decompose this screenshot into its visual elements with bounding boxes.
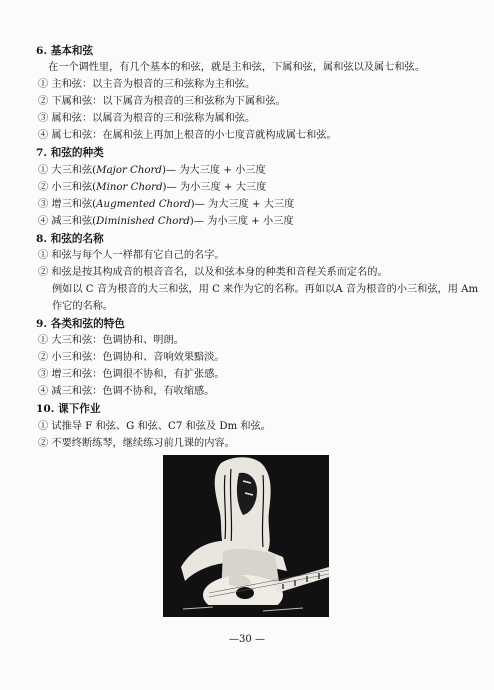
section-6-item-4: ④ 属七和弦：在属和弦上再加上根音的小七度音就构成属七和弦。 [38,130,337,141]
section-8-item-1: ① 和弦与每个人一样都有它自己的名字。 [38,250,225,261]
guitarist-drawing [163,455,329,617]
section-7-title: 7. 和弦的种类 [36,147,104,159]
section-9-item-2: ② 小三和弦：色调协和、音响效果黯淡。 [38,352,225,363]
section-9-item-3: ③ 增三和弦：色调很不协和，有扩张感。 [38,369,225,380]
page-number: —30 — [229,634,265,645]
section-6-intro: 在一个调性里，有几个基本的和弦，就是主和弦，下属和弦，属和弦以及属七和弦。 [48,62,425,73]
section-8-example-line-1: 例如以 C 音为根音的大三和弦，用 C 来作为它的名称。再如以A 音为根音的小三和弦，用 Am [52,284,479,295]
section-8-example-line-2: 作它的名称。 [52,301,114,312]
section-7-item-2: ② 小三和弦(Minor Chord)— 为小三度 + 大三度 [38,182,267,193]
section-6-item-1: ① 主和弦：以主音为根音的三和弦称为主和弦。 [38,79,256,90]
section-9-item-1: ① 大三和弦：色调协和、明朗。 [38,335,184,346]
section-9-title: 9. 各类和弦的特色 [36,318,125,330]
section-8-title: 8. 和弦的名称 [36,233,104,245]
section-6-item-3: ③ 属和弦：以属音为根音的三和弦称为属和弦。 [38,113,256,124]
section-10-item-1: ① 试推导 F 和弦、G 和弦、C7 和弦及 Dm 和弦。 [38,421,271,432]
section-7-item-4: ④ 减三和弦(Diminished Chord)— 为小三度 + 小三度 [38,216,294,227]
section-10-item-2: ② 不要终断练琴，继续练习前几课的内容。 [38,438,235,449]
section-9-item-4: ④ 减三和弦：色调不协和，有收缩感。 [38,386,215,397]
section-6-title: 6. 基本和弦 [36,45,94,57]
section-8-item-2: ② 和弦是按其构成音的根音音名，以及和弦本身的种类和音程关系而定名的。 [38,267,388,278]
section-10-title: 10. 课下作业 [36,403,101,415]
section-6-item-2: ② 下属和弦：以下属音为根音的三和弦称为下属和弦。 [38,96,286,107]
section-7-item-1: ① 大三和弦(Major Chord)— 为大三度 + 小三度 [38,165,266,176]
guitarist-illustration [163,455,329,617]
section-7-item-3: ③ 增三和弦(Augmented Chord)— 为大三度 + 大三度 [38,199,295,210]
